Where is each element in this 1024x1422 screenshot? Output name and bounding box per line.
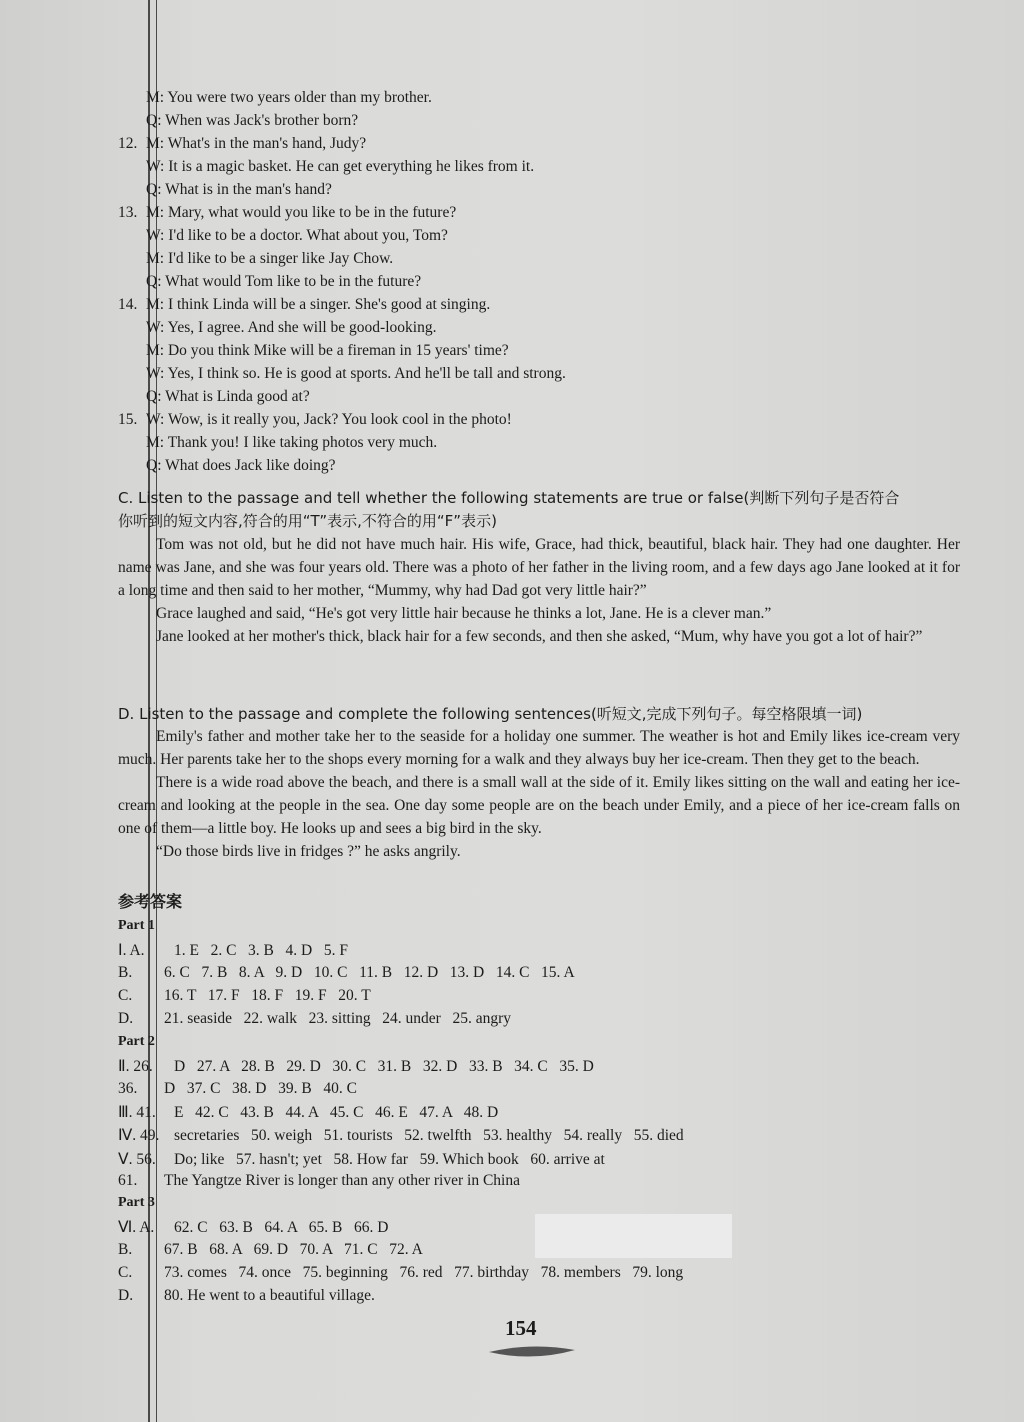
speaker: M: [146,296,168,313]
speaker: M: [146,342,168,359]
dialogue-line [118,411,512,429]
dialogue-text: Thank you! I like taking photos very much. [167,434,438,451]
answer-text: 1. E 2. C 3. B 4. D 5. F [174,942,348,959]
answer-row [118,941,348,960]
dialogue-text: Yes, I agree. And she will be good-looking. [167,319,437,336]
answer-row [118,1103,498,1122]
speaker: Q: [146,457,166,474]
answer-text: 67. B 68. A 69. D 70. A 71. C 72. A [164,1241,423,1258]
answer-text: Do; like 57. hasn't; yet 58. How far 59. Which book 60. arrive at [174,1151,605,1168]
dialogue-line [118,388,310,406]
speaker: M: [146,434,168,451]
paragraph: Grace laughed and said, “He's got very little hair because he thinks a lot, Jane. He is a clever man.” [156,605,772,622]
dialogue-line [118,204,456,222]
answer-label: B. [118,964,133,981]
dialogue-line [118,158,534,176]
dialogue-text: What does Jack like doing? [165,457,336,474]
dialogue-text: What's in the man's hand, Judy? [167,135,367,152]
answer-label: Ⅴ. 56. [118,1151,156,1168]
answer-label: 36. [118,1080,138,1097]
dialogue-text: Mary, what would you like to be in the future? [167,204,457,221]
answer-row [118,1241,423,1259]
dialogue-text: What is in the man's hand? [165,181,332,198]
answer-row [118,1080,357,1098]
dialogue-text: You were two years older than my brother. [167,89,432,106]
speaker: W: [146,411,168,428]
dialogue-line [118,89,432,107]
answer-row [118,964,575,982]
answers-title: 参考答案 [118,894,183,911]
answer-row [118,1126,684,1145]
dialogue-text: Yes, I think so. He is good at sports. And he'll be tall and strong. [167,365,566,382]
dialogue-line [118,135,366,153]
dialogue-text: What would Tom like to be in the future? [165,273,422,290]
answer-label: Ⅲ. 41. [118,1104,156,1121]
dialogue-line [118,250,393,268]
speaker: Q: [146,388,166,405]
paragraph: “Do those birds live in fridges ?” he asks angrily. [156,843,461,860]
answer-row [118,1287,375,1305]
swoosh-ornament [487,1340,577,1364]
answer-text: 21. seaside 22. walk 23. sitting 24. under 25. angry [164,1010,511,1027]
dialogue-text: It is a magic basket. He can get everything he likes from it. [168,158,535,175]
dialogue-line [118,112,358,130]
paragraph: Tom was not old, but he did not have much hair. His wife, Grace, had thick, beautiful, black hair. They had one daughter. Her name was Jane, and she was four years old. There was a photo of her father in the living room, and a few days ago Jane looked at it for a long time and then said to her mother, “Mummy, why had Dad got very little hair?” [118,536,960,599]
section-d-heading: D. Listen to the passage and complete the following sentences(听短文,完成下列句子。每空格限填一词) [118,705,863,723]
answer-label: Ⅱ. 26. [118,1058,153,1075]
speaker: M: [146,250,168,267]
answer-text: secretaries 50. weigh 51. tourists 52. twelfth 53. healthy 54. really 55. died [174,1127,684,1144]
dialogue-line [118,342,509,360]
dialogue-text: Do you think Mike will be a fireman in 15 years' time? [167,342,509,359]
paragraph: Jane looked at her mother's thick, black hair for a few seconds, and then she asked, “Mum, why have you got a lot of hair?” [156,628,923,645]
question-number: 12. [118,135,138,152]
section-c-passage [118,533,960,648]
part-2-label: Part 2 [118,1034,155,1049]
answer-label: C. [118,1264,133,1281]
speaker: Q: [146,112,166,129]
dialogue-line [118,296,490,314]
section-d-passage [118,725,960,863]
section-c-heading-cont: 你听到的短文内容,符合的用“T”表示,不符合的用“F”表示) [118,512,497,530]
speaker: W: [146,365,168,382]
question-number: 15. [118,411,138,428]
speaker: W: [146,158,169,175]
dialogue-line [118,319,436,337]
dialogue-line [118,434,437,452]
answer-label: C. [118,987,133,1004]
answer-row [118,1172,520,1190]
answer-row [118,1150,605,1169]
answer-text: E 42. C 43. B 44. A 45. C 46. E 47. A 48. D [174,1104,499,1121]
dialogue-text: When was Jack's brother born? [165,112,359,129]
speaker: W: [146,319,168,336]
speaker: W: [146,227,169,244]
page-number: 154 [505,1316,537,1340]
answer-text: 6. C 7. B 8. A 9. D 10. C 11. B 12. D 13. D 14. C 15. A [164,964,575,981]
answer-label: Ⅵ. A. [118,1219,155,1236]
question-number: 13. [118,204,138,221]
part-1-label: Part 1 [118,918,155,933]
answer-row [118,1057,594,1076]
speaker: M: [146,89,168,106]
answer-label: D. [118,1287,134,1304]
answer-label: Ⅳ. 49. [118,1127,160,1144]
section-c-heading: C. Listen to the passage and tell whether the following statements are true or false(判断下列句子是否符合 [118,489,900,507]
dialogue-text: I think Linda will be a singer. She's good at singing. [167,296,491,313]
answer-text: 73. comes 74. once 75. beginning 76. red 77. birthday 78. members 79. long [164,1264,684,1281]
answer-row [118,1218,388,1237]
answer-text: 16. T 17. F 18. F 19. F 20. T [164,987,371,1004]
answer-label: Ⅰ. A. [118,942,145,959]
answer-label: B. [118,1241,133,1258]
answer-text: D 27. A 28. B 29. D 30. C 31. B 32. D 33. B 34. C 35. D [174,1058,594,1075]
question-number: 14. [118,296,138,313]
answer-text: 62. C 63. B 64. A 65. B 66. D [174,1219,389,1236]
speaker: Q: [146,273,166,290]
dialogue-line [118,181,332,199]
answer-text: D 37. C 38. D 39. B 40. C [164,1080,357,1097]
answer-label: 61. [118,1172,138,1189]
paragraph: Emily's father and mother take her to the seaside for a holiday one summer. The weather is hot and Emily likes ice-cream very much. Her parents take her to the shops every morning for a walk and they always buy her ice-cream. Then they get to the beach. [118,728,960,768]
paragraph: There is a wide road above the beach, and there is a small wall at the side of it. Emily likes sitting on the wall and eating her ice-cream and looking at the people in the sea. One day some people are on the beach under Emily, and a piece of her ice-cream falls on one of them—a little boy. He looks up and sees a big bird in the sky. [118,774,960,837]
answer-text: The Yangtze River is longer than any other river in China [164,1172,520,1189]
answer-row [118,987,371,1005]
dialogue-text: Wow, is it really you, Jack? You look cool in the photo! [167,411,512,428]
redaction-box [535,1214,732,1258]
dialogue-text: I'd like to be a singer like Jay Chow. [167,250,394,267]
dialogue-text: I'd like to be a doctor. What about you, Tom? [168,227,448,244]
dialogue-text: What is Linda good at? [165,388,310,405]
answer-row [118,1264,683,1282]
dialogue-line [118,227,448,245]
answer-label: D. [118,1010,134,1027]
answer-text: 80. He went to a beautiful village. [164,1287,375,1304]
speaker: M: [146,204,168,221]
dialogue-line [118,273,421,291]
part-3-label: Part 3 [118,1195,155,1210]
dialogue-line [118,457,336,475]
speaker: Q: [146,181,166,198]
answer-row [118,1010,511,1028]
speaker: M: [146,135,168,152]
dialogue-line [118,365,566,383]
